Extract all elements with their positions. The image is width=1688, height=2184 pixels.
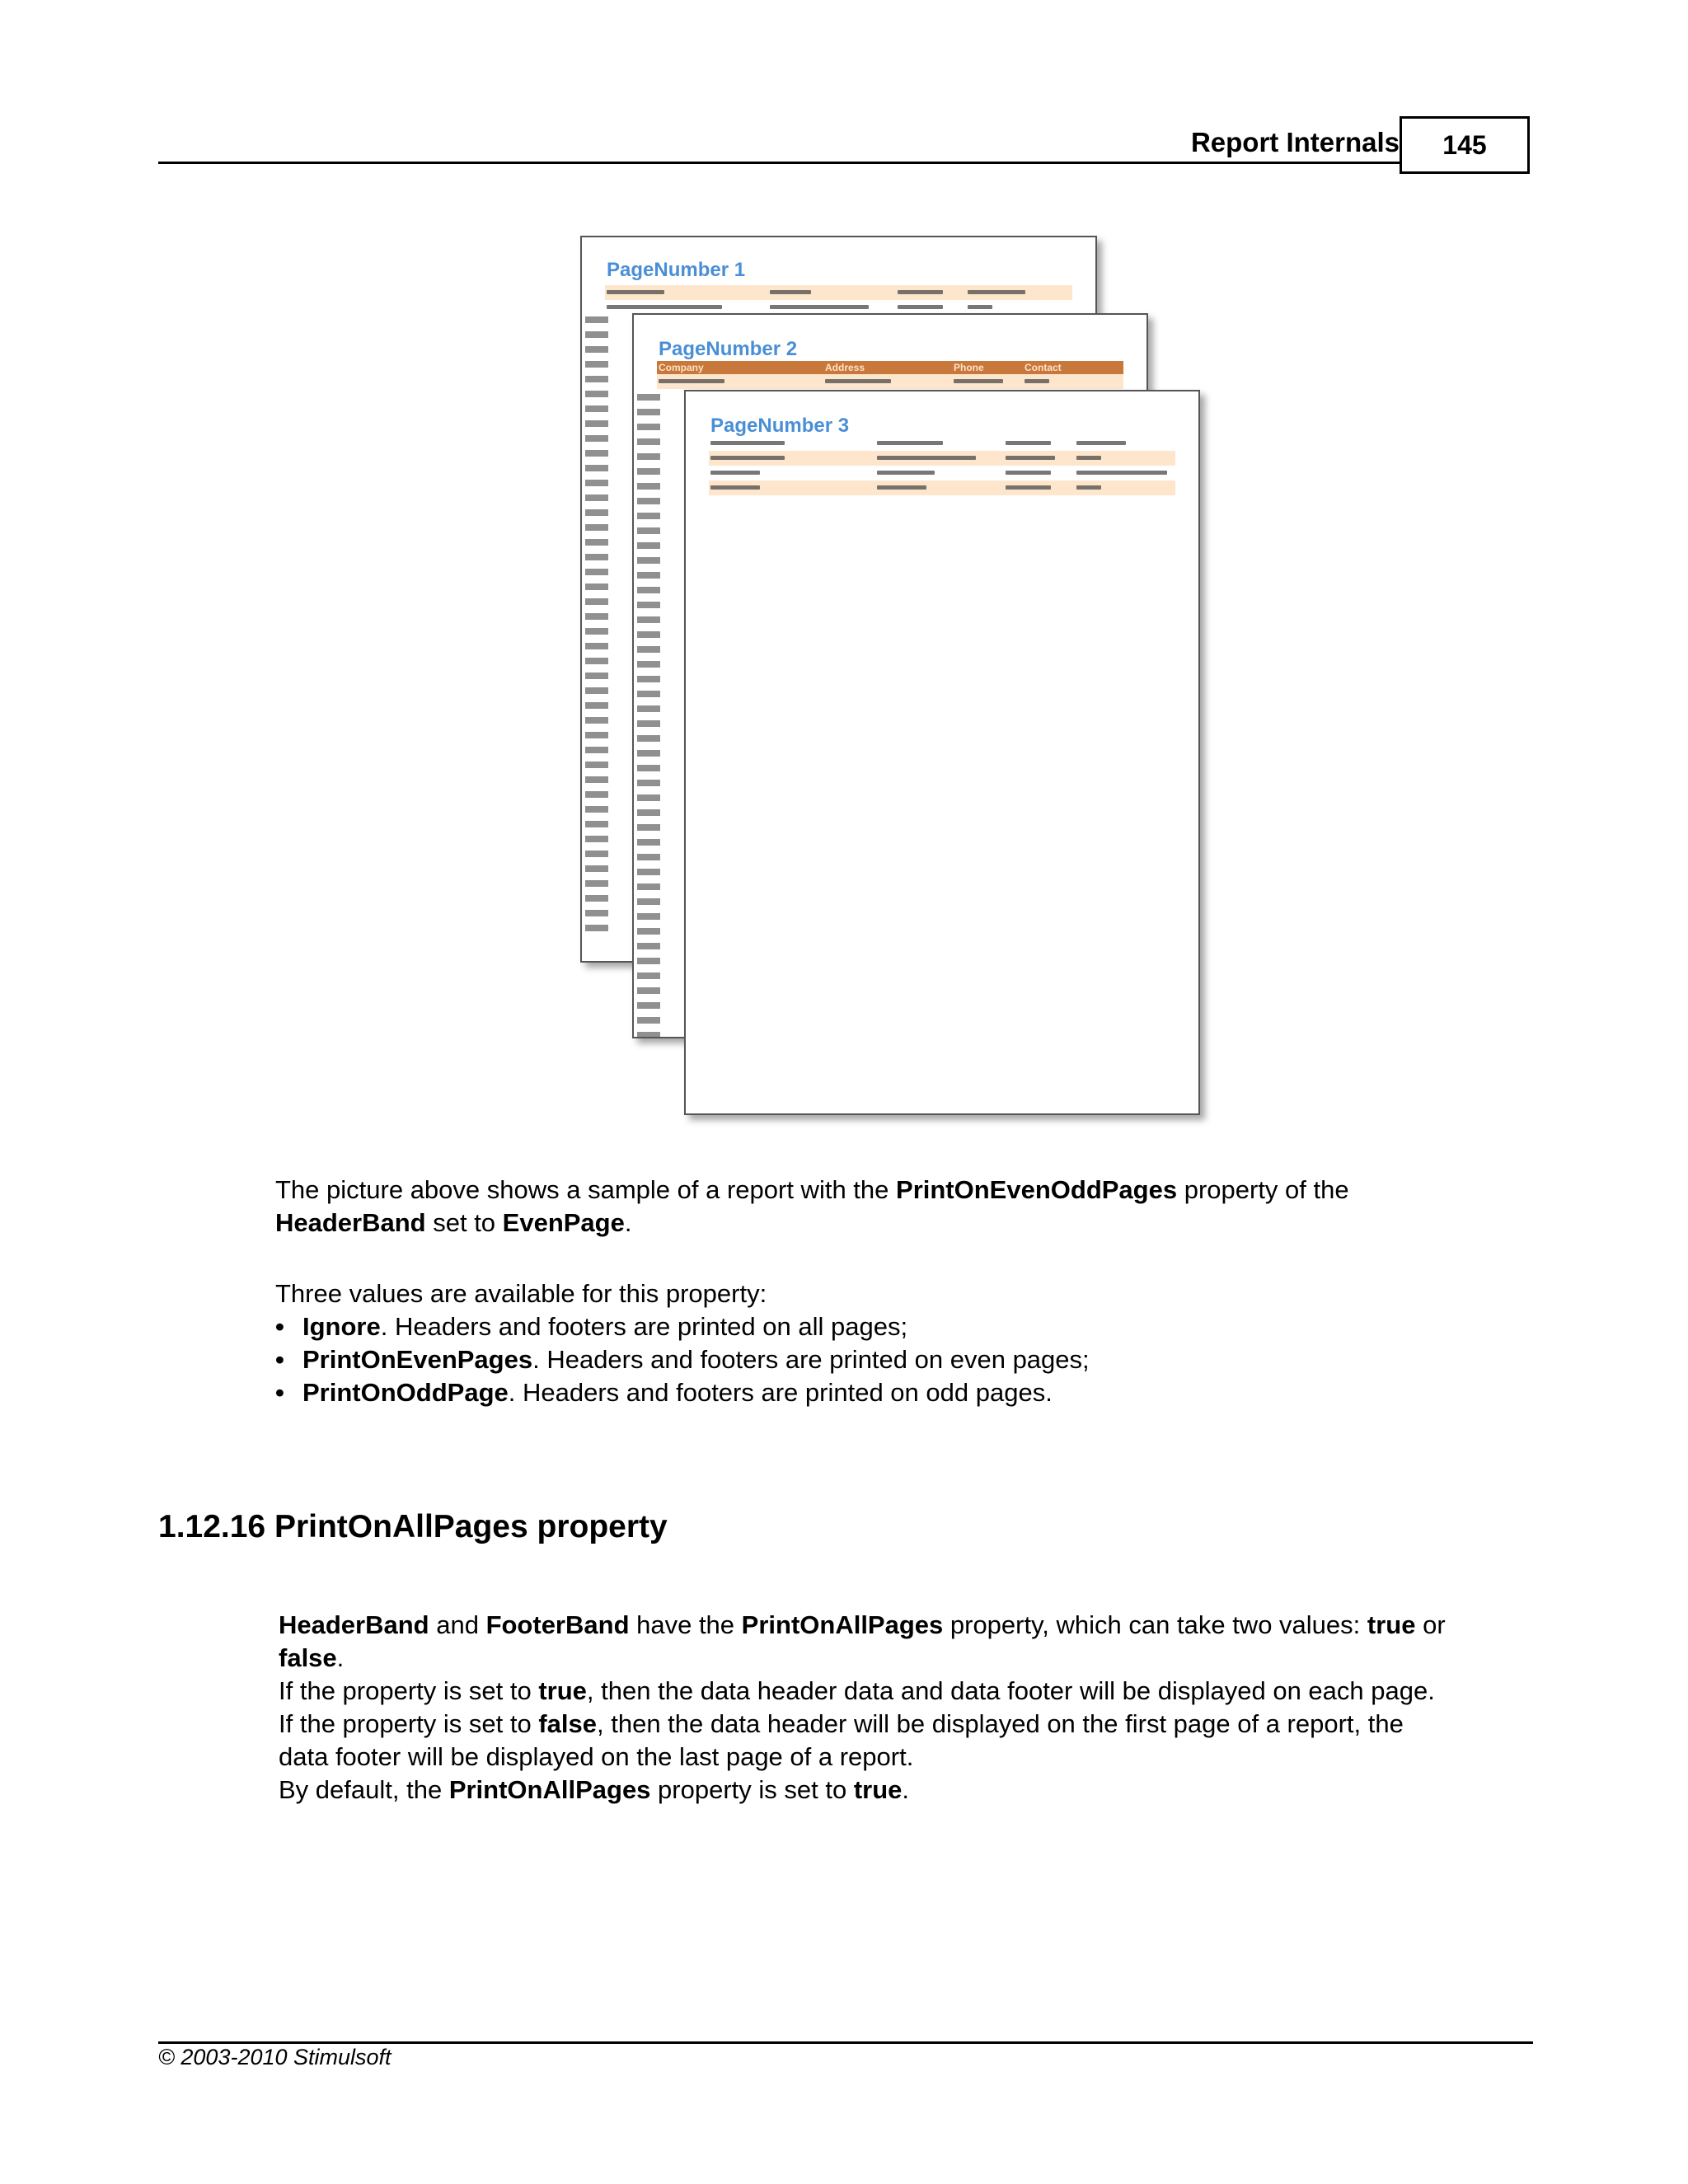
report-pages-figure bbox=[577, 234, 1203, 1118]
footer-copyright: © 2003-2010 Stimulsoft bbox=[158, 2045, 392, 2069]
header-rule bbox=[158, 162, 1401, 164]
page-number-box: 145 bbox=[1400, 116, 1530, 174]
col-contact: Contact bbox=[1025, 362, 1062, 373]
col-company: Company bbox=[659, 362, 704, 373]
values-list bbox=[275, 1310, 1090, 1409]
list-item: • Ignore. Headers and footers are printed on all pages; bbox=[275, 1310, 1090, 1343]
values-intro: Three values are available for this property: bbox=[275, 1279, 767, 1308]
section-body: HeaderBand and FooterBand have the PrintOnAllPages property, which can take two values: true or false. If the property is set to true, then the data header data and data footer will be displayed on each page. If the property is set to false, then the data header will be displayed on the first page of a report, the data footer will be displayed on the last page of a report. By default, the PrintOnAllPages property is set to true. bbox=[279, 1610, 1446, 1804]
list-item: • PrintOnEvenPages. Headers and footers are printed on even pages; bbox=[275, 1343, 1090, 1376]
sheet-3-title: PageNumber 3 bbox=[710, 415, 850, 437]
footer-rule bbox=[158, 2041, 1533, 2044]
sheet-3-table bbox=[709, 436, 1175, 495]
sheet-2-table-header bbox=[657, 361, 1123, 374]
running-header-title: Report Internals bbox=[1190, 127, 1400, 157]
col-address: Address bbox=[825, 362, 865, 373]
section-heading: 1.12.16 PrintOnAllPages property bbox=[158, 1509, 668, 1544]
sheet-2-table bbox=[657, 361, 1123, 389]
sheet-1-title: PageNumber 1 bbox=[607, 259, 746, 281]
list-item: • PrintOnOddPage. Headers and footers are printed on odd pages. bbox=[275, 1376, 1090, 1409]
sheet-1-table bbox=[605, 285, 1072, 315]
sheet-2-title: PageNumber 2 bbox=[659, 338, 798, 360]
report-sheet-3 bbox=[684, 390, 1200, 1115]
col-phone: Phone bbox=[954, 362, 984, 373]
intro-paragraph: The picture above shows a sample of a report with the PrintOnEvenOddPages property of the HeaderBand set to EvenPage. bbox=[275, 1175, 1349, 1237]
